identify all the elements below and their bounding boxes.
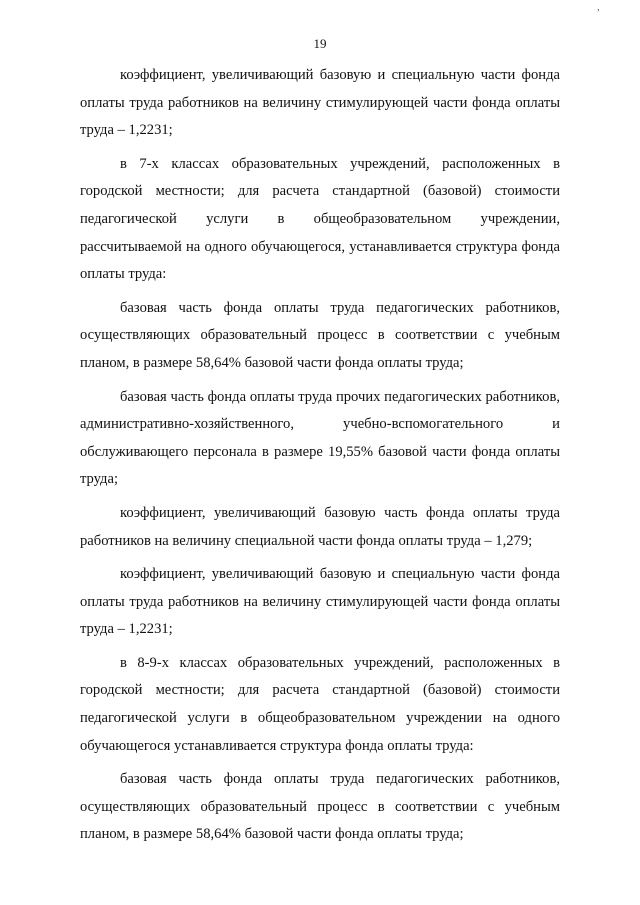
paragraph: базовая часть фонда оплаты труда прочих педагогических работников, административно-хозяйственного, учебно-вспомогательного и обслуживающего персонала в размере 19,55% базовой части фонда оплаты труда; bbox=[80, 388, 560, 488]
paragraph: коэффициент, увеличивающий базовую и специальную части фонда оплаты труда работников на величину стимулирующей части фонда оплаты труда – 1,2231; bbox=[80, 67, 560, 139]
paragraph: базовая часть фонда оплаты труда педагогических работников, осуществляющих образовательный процесс в соответствии с учебным планом, в размере 58,64% базовой части фонда оплаты труда; bbox=[80, 771, 560, 843]
paragraph: коэффициент, увеличивающий базовую и специальную части фонда оплаты труда работников на величину стимулирующей части фонда оплаты труда – 1,2231; bbox=[80, 566, 560, 638]
paragraph: базовая часть фонда оплаты труда педагогических работников, осуществляющих образовательный процесс в соответствии с учебным планом, в размере 58,64% базовой части фонда оплаты труда; bbox=[80, 299, 560, 371]
paragraph: в 8-9-х классах образовательных учреждений, расположенных в городской местности; для расчета стандартной (базовой) стоимости педагогической услуги в общеобразовательном учреждении на одного обучающегося устанавливается структура фонда оплаты труда: bbox=[80, 654, 560, 754]
corner-mark: ’ bbox=[596, 8, 600, 19]
paragraph: коэффициент, увеличивающий базовую часть фонда оплаты труда работников на величину специальной части фонда оплаты труда – 1,279; bbox=[80, 504, 560, 549]
paragraph: в 7-х классах образовательных учреждений, расположенных в городской местности; для расчета стандартной (базовой) стоимости педагогической услуги в общеобразовательном учреждении, рассчитываемой на одного обучающегося, устанавливается структура фонда оплаты труда: bbox=[80, 155, 560, 283]
document-body bbox=[80, 62, 560, 855]
page-number: 19 bbox=[313, 36, 327, 51]
